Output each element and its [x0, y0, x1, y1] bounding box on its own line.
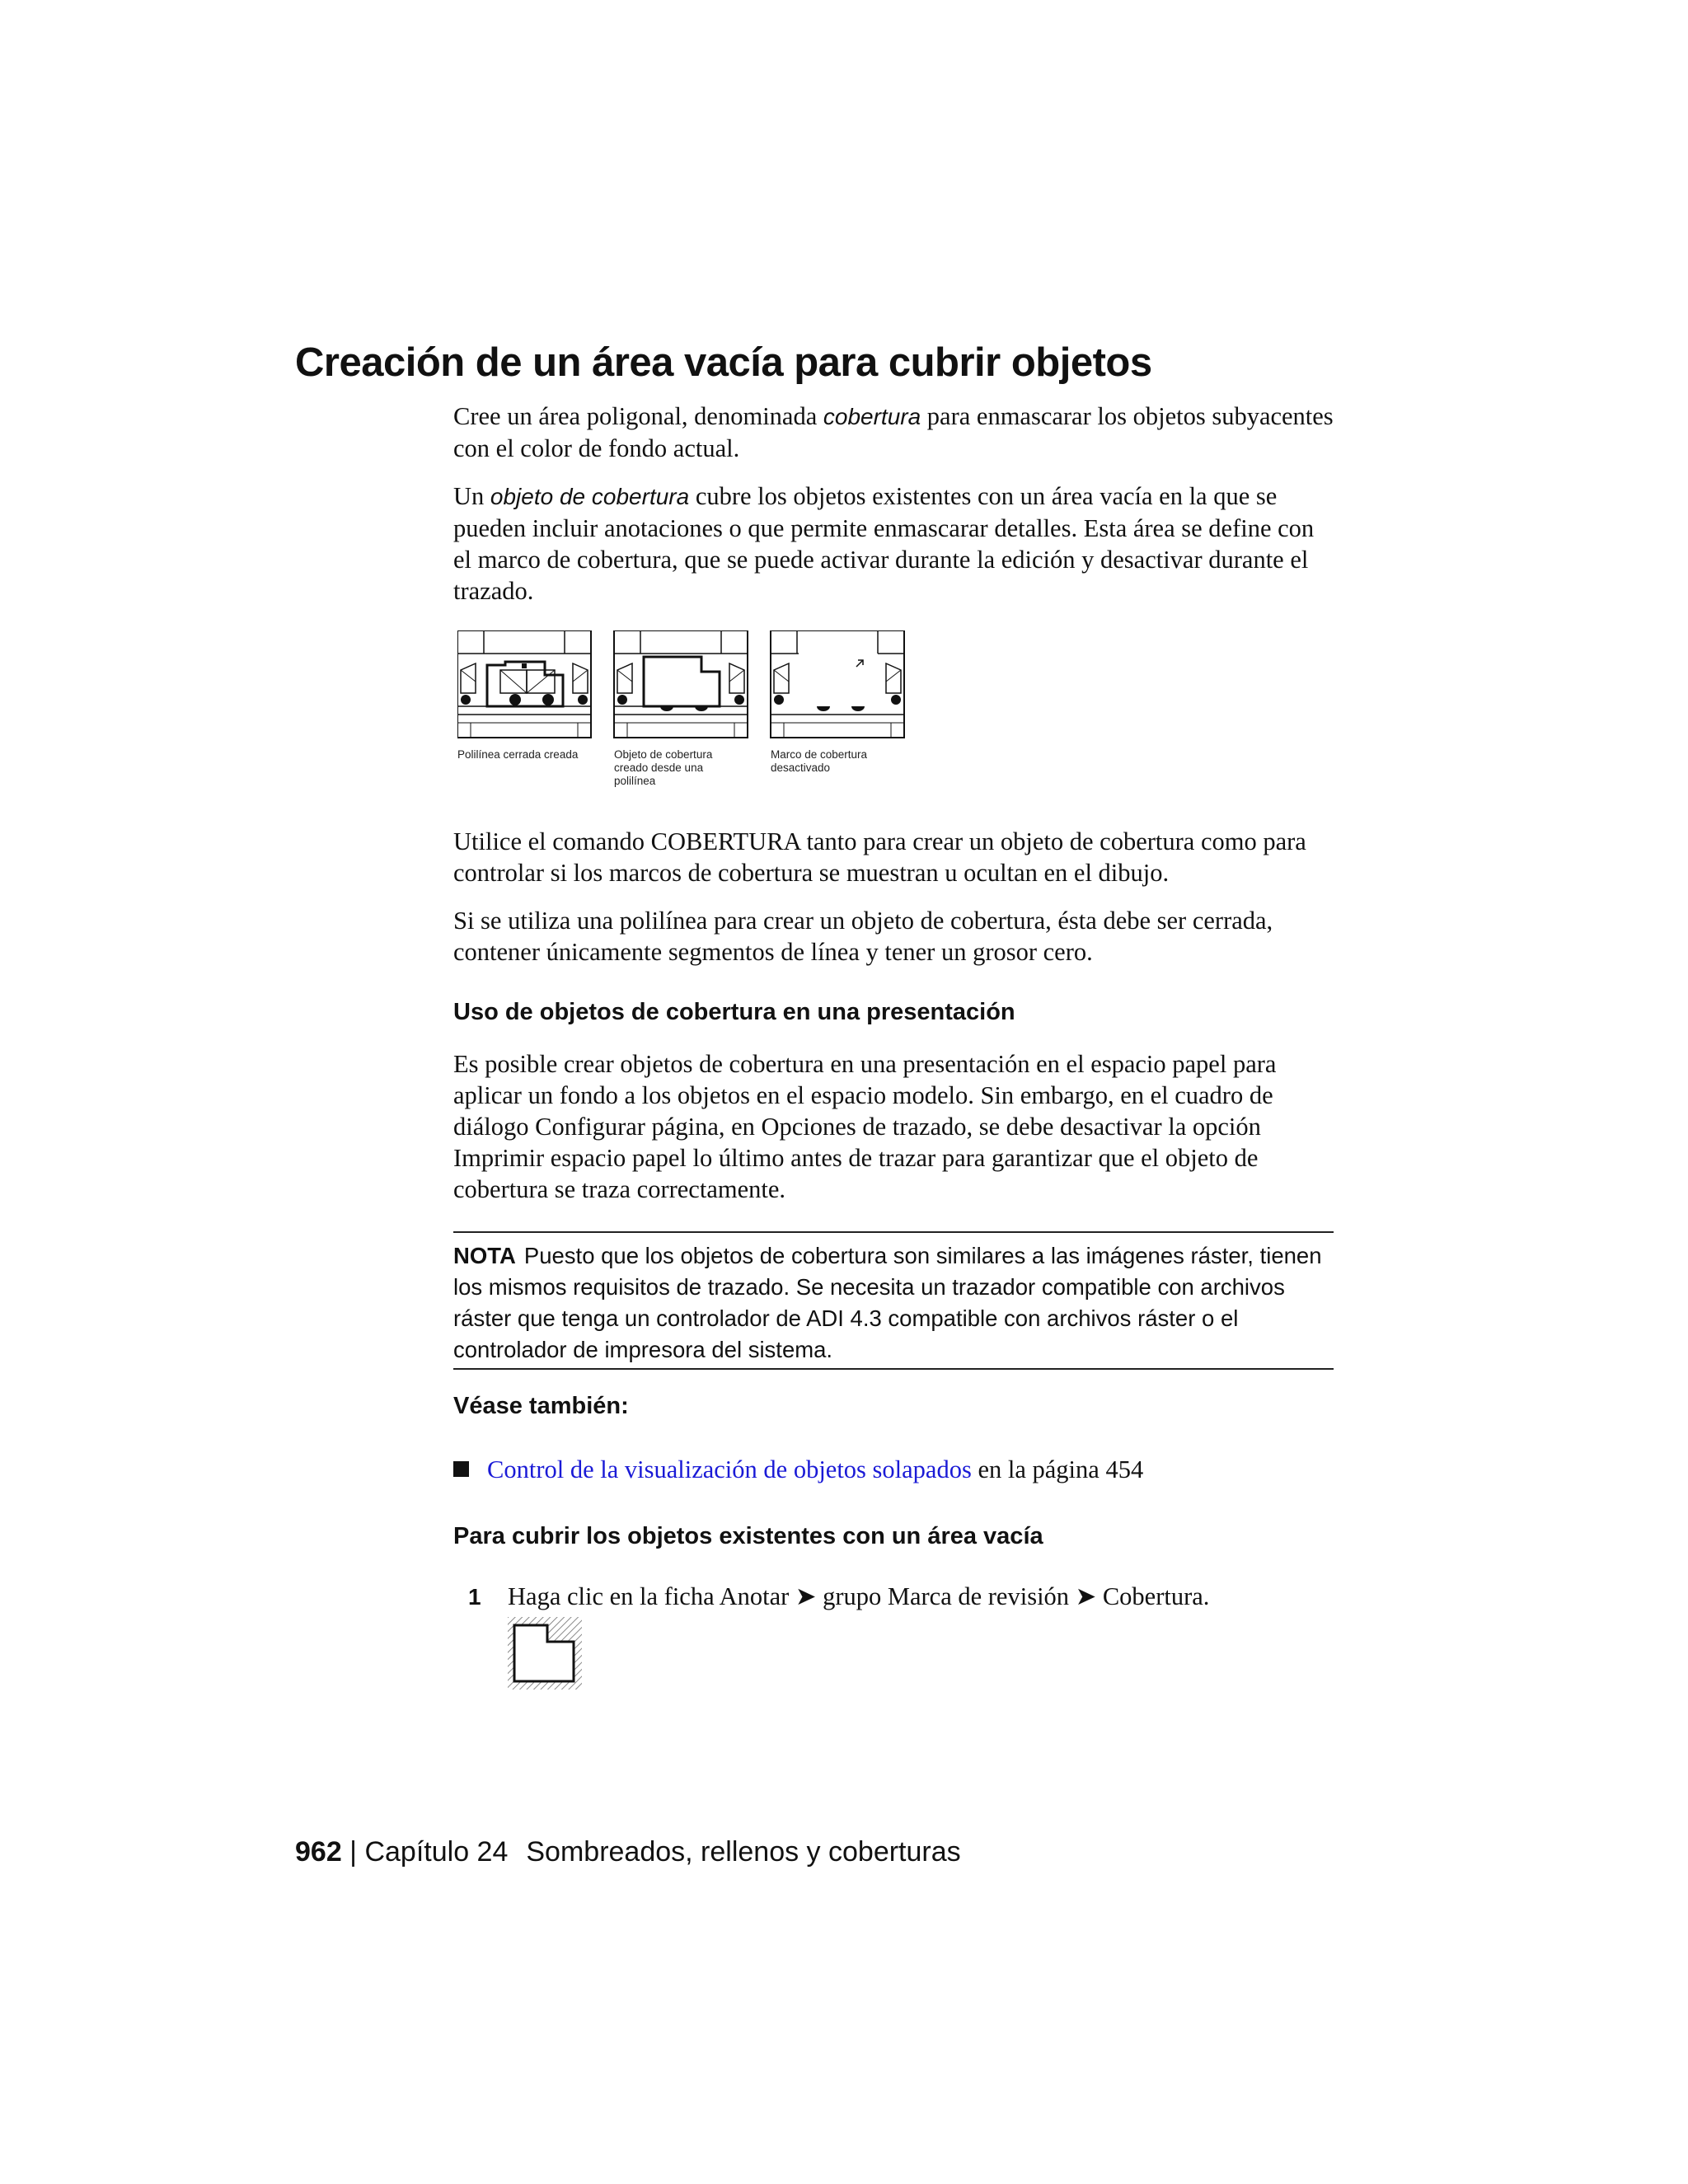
- definition-term: objeto de cobertura: [490, 484, 690, 509]
- intro-text-after: para enmascarar los objetos subyacentes con el color de fondo actual.: [453, 402, 1334, 462]
- definition-paragraph: [453, 480, 1335, 607]
- bullet-square-icon: [453, 1461, 469, 1477]
- intro-term: cobertura: [823, 404, 921, 429]
- layout-subheading: Uso de objetos de cobertura en una presentación: [453, 999, 1015, 1025]
- command-paragraph: Utilice el comando COBERTURA tanto para crear un objeto de cobertura como para controlar si los marcos de cobertura se muestran u ocultan en el dibujo.: [453, 827, 1306, 887]
- polyline-paragraph: Si se utiliza una polilínea para crear un objeto de cobertura, ésta debe ser cerrada, contener únicamente segmentos de línea y tener un grosor cero.: [453, 907, 1273, 966]
- definition-text-before: Un: [453, 482, 490, 510]
- figure-caption-1: Polilínea cerrada creada: [457, 748, 579, 761]
- figure-panel-wipeout: [614, 630, 748, 738]
- definition-text-after: cubre los objetos existentes con un área vacía en la que se pueden incluir anotaciones o que permite enmascarar detalles. Esta área se define con el marco de cobertura, que se puede activar durante la edición y desactivar durante el trazado.: [453, 482, 1315, 605]
- wipeout-tool-icon: [508, 1617, 582, 1690]
- step-text: Haga clic en la ficha Anotar ➤ grupo Marca de revisión ➤ Cobertura.: [508, 1582, 1210, 1610]
- see-also-link[interactable]: Control de la visualización de objetos solapados: [487, 1455, 972, 1483]
- footer-chapter: Capítulo 24: [364, 1836, 509, 1868]
- page-footer: [295, 1836, 961, 1868]
- note-text: Puesto que los objetos de cobertura son similares a las imágenes ráster, tienen los mismos requisitos de trazado. Se necesita un trazador compatible con archivos ráster que tenga un controlador de ADI 4.3 compatible con archivos ráster o el controlador de impresora del sistema.: [453, 1243, 1322, 1362]
- figure-caption-2: Objeto de cobertura creado desde una polilínea: [614, 748, 713, 787]
- figure-caption-3: Marco de cobertura desactivado: [771, 748, 868, 774]
- footer-chapter-title: Sombreados, rellenos y coberturas: [526, 1836, 961, 1868]
- figure-panel-frame-off: [771, 630, 904, 738]
- step-number: 1: [468, 1584, 481, 1610]
- see-also-item: [453, 1454, 1143, 1485]
- procedure-heading: Para cubrir los objetos existentes con un área vacía: [453, 1523, 1043, 1549]
- wipeout-figure: [457, 630, 919, 795]
- note-bottom-rule: [453, 1368, 1334, 1370]
- layout-paragraph: Es posible crear objetos de cobertura en una presentación en el espacio papel para aplicar un fondo a los objetos en el espacio modelo. Sin embargo, en el cuadro de diálogo Configurar página, en Opciones de trazado, se debe desactivar la opción Imprimir espacio papel lo último antes de trazar para garantizar que el objeto de cobertura se traza correctamente.: [453, 1050, 1277, 1203]
- see-also-suffix: en la página 454: [971, 1455, 1144, 1483]
- intro-text-before: Cree un área poligonal, denominada: [453, 402, 823, 430]
- procedure-step: [468, 1581, 1209, 1613]
- intro-paragraph: [453, 401, 1335, 464]
- footer-page-number: 962: [295, 1836, 342, 1868]
- note-box: [453, 1240, 1334, 1366]
- note-top-rule: [453, 1231, 1334, 1233]
- see-also-label: Véase también:: [453, 1393, 629, 1419]
- page-heading: Creación de un área vacía para cubrir objetos: [295, 340, 1152, 385]
- wipeout-illustration: [457, 630, 919, 746]
- figure-panel-polyline: [457, 630, 591, 738]
- note-label: NOTA: [453, 1243, 516, 1268]
- footer-separator: |: [341, 1836, 365, 1868]
